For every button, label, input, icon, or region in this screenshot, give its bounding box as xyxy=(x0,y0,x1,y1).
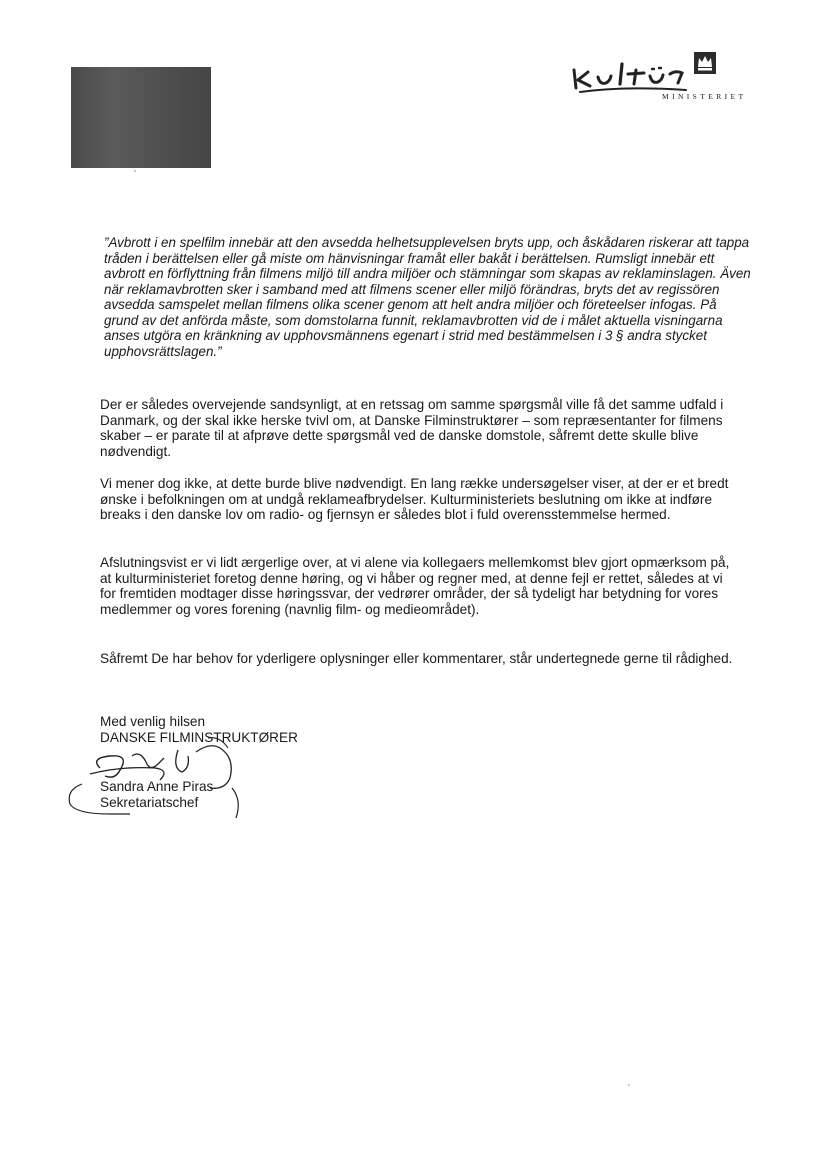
closing-greeting: Med venlig hilsen xyxy=(100,714,206,729)
paragraph-2 xyxy=(100,476,740,523)
logo-subtitle: MINISTERIET xyxy=(662,92,747,101)
paragraph-3 xyxy=(100,555,740,617)
scan-speck xyxy=(628,1084,630,1086)
paragraph-4 xyxy=(100,651,740,667)
paragraph-text: Der er således overvejende sandsynligt, at en retssag om samme spørgsmål ville få det samme udfald i Danmark, og der skal ikke herske tvivl om, at Danske Filminstruktører – som repræsentanter for filmens skaber – er parate til at afprøve dette spørgsmål ved de danske domstole, såfremt dette skulle blive nødvendigt. xyxy=(100,397,724,459)
paragraph-1 xyxy=(100,397,740,459)
signatory-title: Sekretariatschef xyxy=(100,795,199,810)
paragraph-text: Afslutningsvist er vi lidt ærgerlige over, at vi alene via kollegaers mellemkomst blev gjort opmærksom på, at kulturministeriet foretog denne høring, og vi håber og regner med, at denne fejl er rettet, således at vi for fremtiden modtager disse høringssvar, der vedrører områder, der så tydeligt har betydning for vores medlemmer og vores forening (navnlig film- og medieområdet). xyxy=(100,555,730,617)
quoted-passage xyxy=(104,235,754,359)
ministry-logo xyxy=(566,50,766,106)
paragraph-text: Vi mener dog ikke, at dette burde blive nødvendigt. En lang række undersøgelser viser, at der er et bredt ønske i befolkningen om at undgå reklameafbrydelser. Kulturministeriets beslutning om ikke at indføre breaks i den danske lov om radio- og fjernsyn er således blot i fuld overensstemmelse hermed. xyxy=(100,476,729,523)
signatory-name: Sandra Anne Piras xyxy=(100,779,214,794)
redacted-block xyxy=(71,67,211,168)
scan-speck xyxy=(134,170,136,172)
quote-text: ”Avbrott i en spelfilm innebär att den avsedda helhetsupplevelsen bryts upp, och åskådaren riskerar att tappa tråden i berättelsen eller gå miste om hänvisningar framåt eller bakåt i berättelsen. Rumsligt innebär ett avbrott en förflyttning från filmens miljö till andra miljöer och stämningar som skapas av reklaminslagen. Även när reklamavbrotten sker i samband med att filmens scener eller miljö förändras, bryts det av regissören avsedda samspelet mellan filmens olika scener genom att helt andra miljöer och företeelser infogas. På grund av det anförda måste, som domstolarna funnit, reklamavbrotten vid de i målet aktuella visningarna anses utgöra en kränkning av upphovsmännens egenart i strid med bestämmelsen i 3 § andra stycket upphovsrättslagen.” xyxy=(104,235,751,359)
closing-organization: DANSKE FILMINSTRUKTØRER xyxy=(100,729,298,745)
paragraph-text: Såfremt De har behov for yderligere oplysninger eller kommentarer, står undertegnede gerne til rådighed. xyxy=(100,651,733,666)
